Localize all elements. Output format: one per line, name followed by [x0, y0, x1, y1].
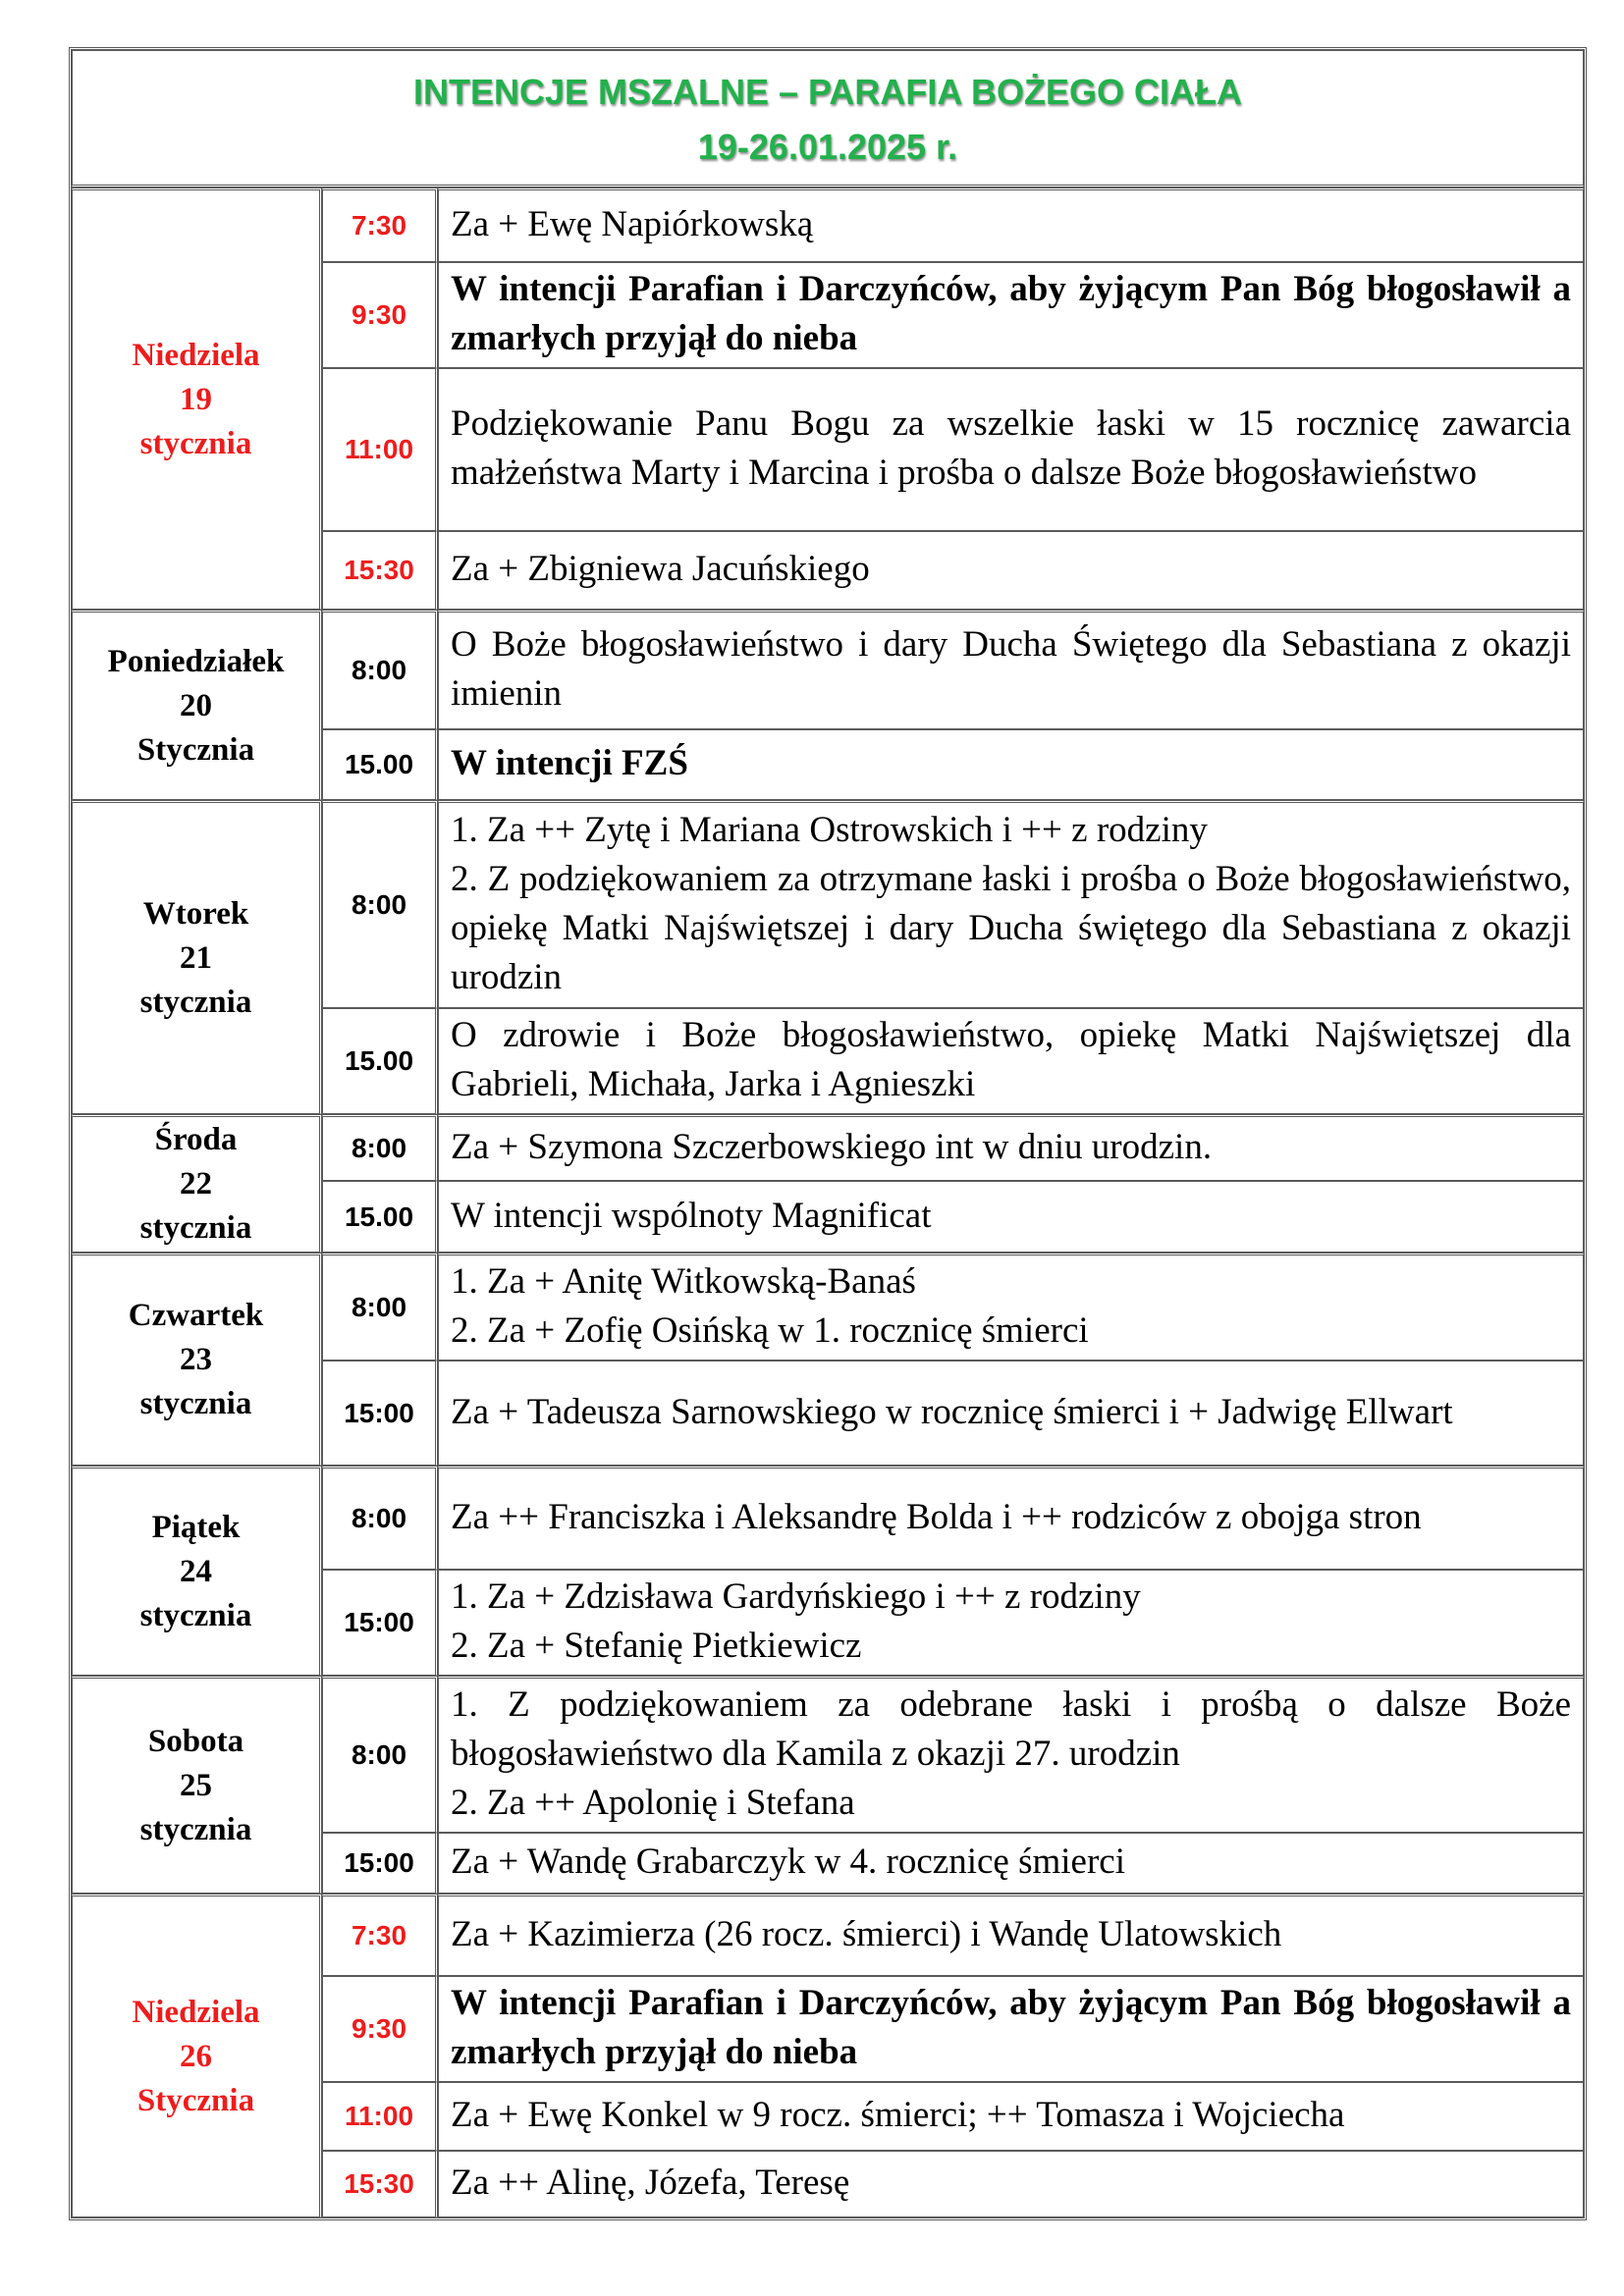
day-name: Piątek — [151, 1509, 241, 1545]
day-name: Sobota — [147, 1723, 244, 1759]
mass-intention: W intencji FZŚ — [438, 729, 1584, 800]
day-label — [72, 800, 322, 1114]
mass-time: 8:00 — [322, 1114, 438, 1181]
mass-intention — [438, 1570, 1584, 1676]
day-date: 23 — [180, 1342, 212, 1377]
day-label — [72, 1253, 322, 1466]
day-label — [72, 1894, 322, 2217]
day-date: 19 — [180, 381, 212, 417]
intentions-sheet — [69, 47, 1587, 2220]
day-name: Niedziela — [132, 337, 260, 373]
mass-row — [72, 1676, 1584, 1833]
mass-row — [72, 1466, 1584, 1570]
mass-time: 15.00 — [322, 729, 438, 800]
mass-time: 15:30 — [322, 2151, 438, 2217]
intention-line: 1. Z podziękowaniem za odebrane łaski i prośbą o dalsze Boże błogosławieństwo dla Kamila z okazji 27. urodzin — [451, 1684, 1571, 1774]
day-month: Stycznia — [136, 2082, 255, 2118]
mass-row — [72, 800, 1584, 1008]
intentions-table — [72, 50, 1584, 2217]
day-date: 26 — [180, 2038, 212, 2074]
day-month: stycznia — [139, 1386, 252, 1421]
header-row — [72, 50, 1584, 187]
mass-intention: Za + Tadeusza Sarnowskiego w rocznicę śmierci i + Jadwigę Ellwart — [438, 1361, 1584, 1466]
day-month: stycznia — [139, 1210, 252, 1246]
mass-time: 8:00 — [322, 1466, 438, 1570]
mass-time: 15:00 — [322, 1361, 438, 1466]
mass-row — [72, 1114, 1584, 1181]
mass-intention: Za ++ Alinę, Józefa, Teresę — [438, 2151, 1584, 2217]
day-label — [72, 610, 322, 800]
day-month: stycznia — [139, 1597, 252, 1633]
mass-intention: Za ++ Franciszka i Aleksandrę Bolda i ++ rodziców z obojga stron — [438, 1466, 1584, 1570]
mass-intention: Za + Szymona Szczerbowskiego int w dniu urodzin. — [438, 1114, 1584, 1181]
mass-time: 15:30 — [322, 531, 438, 610]
mass-time: 11:00 — [322, 368, 438, 531]
mass-time: 15:00 — [322, 1570, 438, 1676]
mass-time: 8:00 — [322, 1253, 438, 1361]
day-month: stycznia — [139, 1811, 252, 1847]
page-title — [72, 50, 1584, 187]
mass-intention: W intencji Parafian i Darczyńców, aby żyjącym Pan Bóg błogosławił a zmarłych przyjął do nieba — [438, 262, 1584, 368]
day-date: 25 — [180, 1767, 212, 1803]
day-name: Poniedziałek — [107, 643, 285, 679]
mass-time: 9:30 — [322, 262, 438, 368]
day-date: 22 — [180, 1166, 212, 1201]
mass-time: 7:30 — [322, 1894, 438, 1976]
intention-line: 2. Za ++ Apolonię i Stefana — [451, 1783, 855, 1823]
mass-intention: W intencji wspólnoty Magnificat — [438, 1181, 1584, 1253]
day-name: Wtorek — [142, 895, 249, 932]
day-date: 20 — [180, 687, 212, 723]
mass-intention: Za + Zbigniewa Jacuńskiego — [438, 531, 1584, 610]
day-date: 21 — [180, 939, 212, 976]
day-name: Czwartek — [128, 1298, 264, 1333]
mass-intention: Za + Ewę Napiórkowską — [438, 187, 1584, 262]
day-month: Stycznia — [136, 731, 255, 768]
intention-line: 2. Za + Stefanię Pietkiewicz — [451, 1626, 862, 1666]
day-month: stycznia — [139, 984, 252, 1020]
day-label — [72, 1466, 322, 1676]
day-label — [72, 1114, 322, 1253]
intention-line: 2. Za + Zofię Osińską w 1. rocznicę śmierci — [451, 1310, 1089, 1351]
mass-intention: O Boże błogosławieństwo i dary Ducha Świętego dla Sebastiana z okazji imienin — [438, 610, 1584, 729]
day-name: Środa — [154, 1122, 238, 1157]
day-date: 24 — [180, 1553, 212, 1589]
mass-intention: Podziękowanie Panu Bogu za wszelkie łaski w 15 rocznicę zawarcia małżeństwa Marty i Marcina i prośba o dalsze Boże błogosławieństwo — [438, 368, 1584, 531]
intention-line: 2. Z podziękowaniem za otrzymane łaski i prośba o Boże błogosławieństwo, opiekę Matki Najświętszej i dary Ducha świętego dla Sebastiana z okazji urodzin — [451, 859, 1571, 997]
mass-intention: O zdrowie i Boże błogosławieństwo, opiekę Matki Najświętszej dla Gabrieli, Michała, Jarka i Agnieszki — [438, 1008, 1584, 1114]
mass-intention: Za + Kazimierza (26 rocz. śmierci) i Wandę Ulatowskich — [438, 1894, 1584, 1976]
day-month: stycznia — [139, 425, 252, 461]
mass-time: 7:30 — [322, 187, 438, 262]
mass-row — [72, 1253, 1584, 1361]
intention-line: 1. Za + Anitę Witkowską-Banaś — [451, 1261, 916, 1302]
mass-intention — [438, 1676, 1584, 1833]
mass-time: 8:00 — [322, 1676, 438, 1833]
day-name: Niedziela — [132, 1994, 260, 2030]
day-label — [72, 187, 322, 610]
mass-row — [72, 187, 1584, 262]
mass-row — [72, 610, 1584, 729]
mass-intention — [438, 1253, 1584, 1361]
mass-intention: Za + Ewę Konkel w 9 rocz. śmierci; ++ Tomasza i Wojciecha — [438, 2082, 1584, 2151]
mass-time: 8:00 — [322, 610, 438, 729]
mass-time: 15.00 — [322, 1008, 438, 1114]
title-line-1: INTENCJE MSZALNE – PARAFIA BOŻEGO CIAŁA — [412, 72, 1243, 112]
mass-time: 11:00 — [322, 2082, 438, 2151]
day-label — [72, 1676, 322, 1894]
mass-time: 15.00 — [322, 1181, 438, 1253]
mass-intention: W intencji Parafian i Darczyńców, aby żyjącym Pan Bóg błogosławił a zmarłych przyjął do nieba — [438, 1976, 1584, 2082]
mass-time: 9:30 — [322, 1976, 438, 2082]
mass-row — [72, 1894, 1584, 1976]
mass-time: 8:00 — [322, 800, 438, 1008]
mass-intention — [438, 800, 1584, 1008]
intention-line: 1. Za + Zdzisława Gardyńskiego i ++ z rodziny — [451, 1576, 1141, 1617]
intention-line: 1. Za ++ Zytę i Mariana Ostrowskich i ++ z rodziny — [451, 810, 1208, 850]
mass-time: 15:00 — [322, 1833, 438, 1894]
mass-intention: Za + Wandę Grabarczyk w 4. rocznicę śmierci — [438, 1833, 1584, 1894]
title-line-2: 19-26.01.2025 r. — [697, 127, 958, 167]
